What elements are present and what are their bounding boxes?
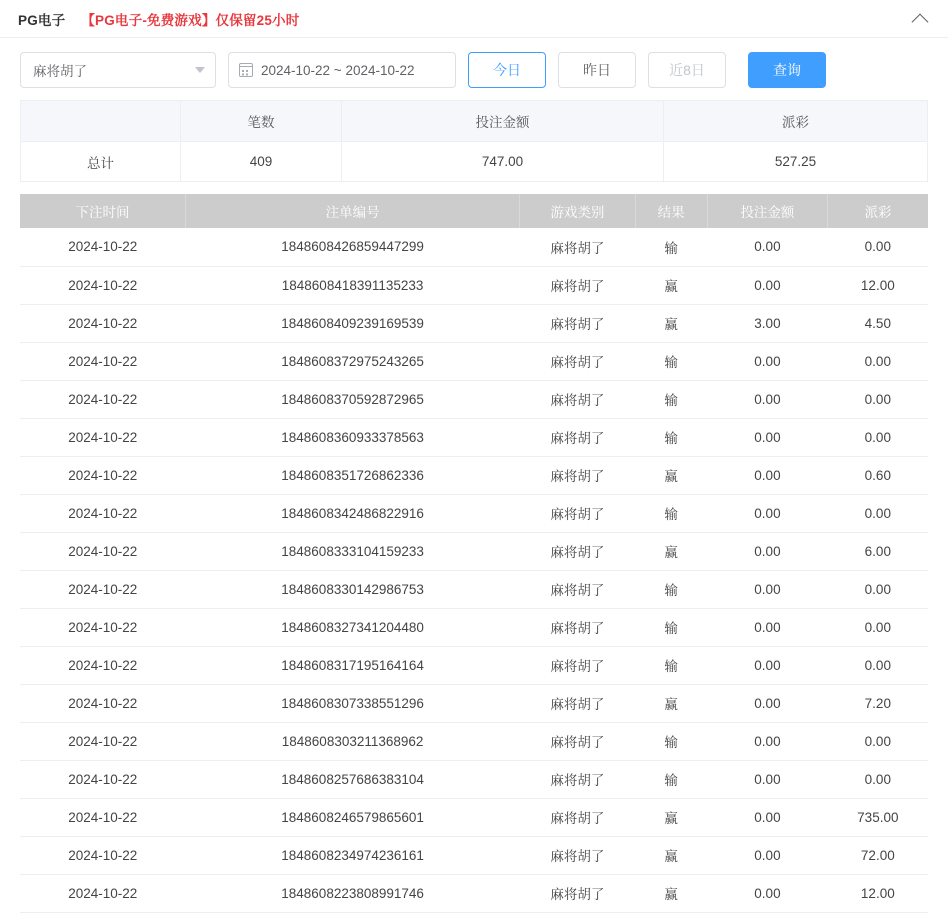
cell-game-type: 麻将胡了 [520, 418, 635, 456]
cell-game-type: 麻将胡了 [520, 836, 635, 874]
th-bet-amount: 投注金额 [707, 194, 827, 228]
cell-payout: 7.20 [828, 684, 928, 722]
cell-bet-time: 2024-10-22 [20, 304, 186, 342]
cell-game-type: 麻将胡了 [520, 798, 635, 836]
cell-order-no: 1848608303211368962 [186, 722, 520, 760]
chevron-up-icon[interactable] [910, 8, 932, 30]
cell-bet-amount: 0.00 [707, 722, 827, 760]
cell-result: 赢 [635, 874, 707, 912]
cell-bet-time: 2024-10-22 [20, 380, 186, 418]
cell-bet-time: 2024-10-22 [20, 456, 186, 494]
summary-header-row [21, 101, 927, 141]
cell-payout: 0.00 [828, 760, 928, 798]
cell-bet-amount: 0.00 [707, 836, 827, 874]
cell-result: 赢 [635, 266, 707, 304]
cell-result: 输 [635, 342, 707, 380]
th-order-no: 注单编号 [186, 194, 520, 228]
cell-bet-amount: 0.00 [707, 684, 827, 722]
summary-header-payout: 派彩 [782, 115, 809, 130]
calendar-icon [239, 63, 253, 77]
cell-bet-time: 2024-10-22 [20, 836, 186, 874]
cell-payout: 0.00 [828, 418, 928, 456]
cell-order-no: 1848608333104159233 [186, 532, 520, 570]
cell-payout: 12.00 [828, 874, 928, 912]
cell-bet-time: 2024-10-22 [20, 342, 186, 380]
date-range-input[interactable] [228, 52, 456, 88]
table-row[interactable] [20, 342, 928, 380]
cell-result: 输 [635, 608, 707, 646]
cell-order-no: 1848608307338551296 [186, 684, 520, 722]
cell-bet-amount: 0.00 [707, 266, 827, 304]
cell-game-type: 麻将胡了 [520, 760, 635, 798]
cell-bet-amount: 0.00 [707, 532, 827, 570]
cell-bet-time: 2024-10-22 [20, 646, 186, 684]
table-row[interactable] [20, 874, 928, 912]
table-row[interactable] [20, 532, 928, 570]
table-row[interactable] [20, 760, 928, 798]
cell-payout: 0.00 [828, 608, 928, 646]
table-row[interactable] [20, 722, 928, 760]
cell-bet-amount: 0.00 [707, 608, 827, 646]
table-row[interactable] [20, 228, 928, 266]
summary-header-count: 笔数 [181, 101, 342, 141]
cell-payout: 735.00 [828, 798, 928, 836]
cell-order-no: 1848608360933378563 [186, 418, 520, 456]
cell-bet-amount: 0.00 [707, 874, 827, 912]
cell-bet-amount: 0.00 [707, 570, 827, 608]
table-row[interactable] [20, 836, 928, 874]
cell-bet-time: 2024-10-22 [20, 570, 186, 608]
cell-payout: 0.00 [828, 494, 928, 532]
cell-game-type: 麻将胡了 [520, 684, 635, 722]
table-row[interactable] [20, 684, 928, 722]
cell-result: 输 [635, 760, 707, 798]
cell-order-no: 1848608257686383104 [186, 760, 520, 798]
cell-order-no: 1848608327341204480 [186, 608, 520, 646]
cell-order-no: 1848608418391135233 [186, 266, 520, 304]
table-row[interactable] [20, 456, 928, 494]
cell-game-type: 麻将胡了 [520, 608, 635, 646]
table-row[interactable] [20, 266, 928, 304]
cell-result: 赢 [635, 684, 707, 722]
summary-total-bet: 747.00 [342, 142, 664, 181]
cell-order-no: 1848608372975243265 [186, 342, 520, 380]
cell-result: 输 [635, 418, 707, 456]
cell-order-no: 1848608409239169539 [186, 304, 520, 342]
summary-total-label: 总计 [21, 142, 181, 181]
cell-payout: 72.00 [828, 836, 928, 874]
cell-payout: 6.00 [828, 532, 928, 570]
th-bet-time: 下注时间 [20, 194, 186, 228]
cell-game-type: 麻将胡了 [520, 532, 635, 570]
search-button[interactable]: 查询 [748, 52, 826, 88]
cell-order-no: 1848608330142986753 [186, 570, 520, 608]
cell-payout: 0.00 [828, 646, 928, 684]
bet-records-table [20, 194, 928, 913]
cell-result: 赢 [635, 798, 707, 836]
cell-result: 输 [635, 646, 707, 684]
cell-result: 赢 [635, 304, 707, 342]
cell-payout: 0.60 [828, 456, 928, 494]
cell-bet-time: 2024-10-22 [20, 608, 186, 646]
cell-game-type: 麻将胡了 [520, 342, 635, 380]
cell-payout: 0.00 [828, 380, 928, 418]
cell-game-type: 麻将胡了 [520, 380, 635, 418]
cell-result: 赢 [635, 456, 707, 494]
cell-bet-time: 2024-10-22 [20, 874, 186, 912]
table-row[interactable] [20, 570, 928, 608]
summary-total-payout: 527.25 [774, 154, 817, 169]
yesterday-button[interactable]: 昨日 [558, 52, 636, 88]
cell-order-no: 1848608351726862336 [186, 456, 520, 494]
cell-result: 输 [635, 570, 707, 608]
cell-game-type: 麻将胡了 [520, 304, 635, 342]
cell-bet-time: 2024-10-22 [20, 532, 186, 570]
cell-game-type: 麻将胡了 [520, 228, 635, 266]
summary-total-row [21, 141, 927, 182]
table-row[interactable] [20, 646, 928, 684]
cell-result: 赢 [635, 836, 707, 874]
today-button[interactable]: 今日 [468, 52, 546, 88]
th-result: 结果 [635, 194, 707, 228]
cell-bet-amount: 0.00 [707, 342, 827, 380]
cell-order-no: 1848608234974236161 [186, 836, 520, 874]
cell-payout: 0.00 [828, 722, 928, 760]
cell-bet-time: 2024-10-22 [20, 418, 186, 456]
cell-bet-amount: 0.00 [707, 494, 827, 532]
cell-bet-time: 2024-10-22 [20, 266, 186, 304]
table-header-row [20, 194, 928, 228]
table-row[interactable] [20, 494, 928, 532]
cell-bet-time: 2024-10-22 [20, 228, 186, 266]
summary-header-bet: 投注金额 [342, 101, 664, 141]
cell-order-no: 1848608370592872965 [186, 380, 520, 418]
cell-result: 输 [635, 494, 707, 532]
cell-bet-amount: 0.00 [707, 456, 827, 494]
cell-result: 赢 [635, 532, 707, 570]
summary-total-count: 409 [181, 142, 342, 181]
game-select-value: 麻将胡了 [33, 64, 87, 79]
cell-bet-amount: 0.00 [707, 228, 827, 266]
table-row[interactable] [20, 608, 928, 646]
cell-bet-amount: 0.00 [707, 760, 827, 798]
cell-bet-amount: 3.00 [707, 304, 827, 342]
cell-bet-time: 2024-10-22 [20, 760, 186, 798]
cell-order-no: 1848608342486822916 [186, 494, 520, 532]
cell-order-no: 1848608223808991746 [186, 874, 520, 912]
table-row[interactable] [20, 380, 928, 418]
page-title: PG电子 [18, 12, 66, 28]
game-select[interactable] [20, 52, 216, 88]
cell-bet-time: 2024-10-22 [20, 722, 186, 760]
cell-result: 输 [635, 380, 707, 418]
table-body [20, 228, 928, 912]
cell-bet-time: 2024-10-22 [20, 798, 186, 836]
cell-order-no: 1848608246579865601 [186, 798, 520, 836]
cell-order-no: 1848608426859447299 [186, 228, 520, 266]
cell-bet-time: 2024-10-22 [20, 684, 186, 722]
table-row[interactable] [20, 798, 928, 836]
cell-bet-amount: 0.00 [707, 646, 827, 684]
cell-game-type: 麻将胡了 [520, 494, 635, 532]
cell-payout: 0.00 [828, 570, 928, 608]
filter-bar [0, 38, 948, 100]
cell-payout: 12.00 [828, 266, 928, 304]
cell-result: 输 [635, 722, 707, 760]
th-payout: 派彩 [828, 194, 928, 228]
cell-bet-time: 2024-10-22 [20, 494, 186, 532]
table-row[interactable] [20, 304, 928, 342]
cell-payout: 0.00 [828, 342, 928, 380]
summary-header-blank [21, 101, 181, 141]
cell-payout: 4.50 [828, 304, 928, 342]
cell-game-type: 麻将胡了 [520, 874, 635, 912]
chevron-down-icon [195, 67, 205, 73]
last-8-days-button[interactable]: 近8日 [648, 52, 726, 88]
cell-payout: 0.00 [828, 228, 928, 266]
summary-table [20, 100, 928, 182]
bet-records-table-wrap [20, 194, 928, 902]
cell-game-type: 麻将胡了 [520, 570, 635, 608]
cell-bet-amount: 0.00 [707, 418, 827, 456]
th-game-type: 游戏类别 [520, 194, 635, 228]
table-row[interactable] [20, 418, 928, 456]
cell-game-type: 麻将胡了 [520, 646, 635, 684]
table-head [20, 194, 928, 228]
date-range-value: 2024-10-22 ~ 2024-10-22 [261, 62, 415, 78]
cell-game-type: 麻将胡了 [520, 456, 635, 494]
cell-game-type: 麻将胡了 [520, 266, 635, 304]
cell-game-type: 麻将胡了 [520, 722, 635, 760]
cell-bet-amount: 0.00 [707, 380, 827, 418]
cell-result: 输 [635, 228, 707, 266]
cell-order-no: 1848608317195164164 [186, 646, 520, 684]
promo-notice: 【PG电子-免费游戏】仅保留25小时 [81, 12, 300, 28]
cell-bet-amount: 0.00 [707, 798, 827, 836]
panel-header [0, 0, 948, 38]
